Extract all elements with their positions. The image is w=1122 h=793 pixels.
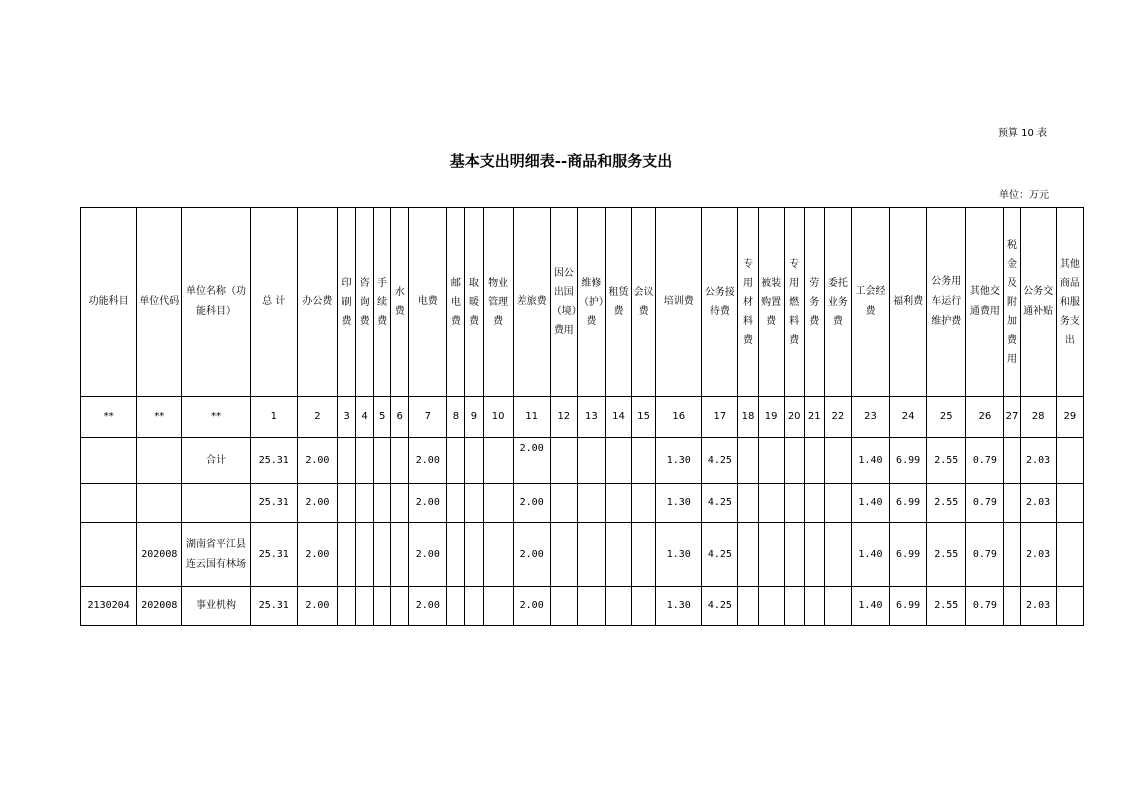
table-cell: 0.79 [966,438,1004,484]
table-cell [1056,438,1083,484]
table-cell: 2.03 [1020,438,1056,484]
table-cell [338,484,356,523]
table-cell [738,523,758,587]
table-cell [1004,523,1020,587]
table-cell: 25.31 [250,484,297,523]
index-cell: 29 [1056,397,1083,438]
table-cell: 1.40 [851,587,889,626]
table-cell: 2.55 [927,484,966,523]
header-special-material: 专用材料费 [738,208,758,397]
page-title: 基本支出明细表--商品和服务支出 [449,152,673,170]
table-cell [356,438,374,484]
table-cell [338,587,356,626]
table-cell [374,484,391,523]
table-cell: 1.40 [851,438,889,484]
index-cell: 11 [513,397,550,438]
table-cell: 202008 [137,523,182,587]
table-cell: 4.25 [702,438,738,484]
table-cell: 2.55 [927,438,966,484]
table-cell: 202008 [137,587,182,626]
table-cell: 1.40 [851,484,889,523]
table-cell [483,484,513,523]
table-cell [632,484,656,523]
table-cell [137,484,182,523]
header-consulting: 咨询费 [356,208,374,397]
index-cell: 17 [702,397,738,438]
table-cell [824,587,851,626]
table-cell: 6.99 [890,587,927,626]
index-cell: 24 [890,397,927,438]
table-cell [483,438,513,484]
index-cell: 7 [409,397,447,438]
table-cell: 2.00 [297,587,337,626]
index-cell: 22 [824,397,851,438]
header-handling-fee: 手续费 [374,208,391,397]
table-cell [338,438,356,484]
header-function-subject: 功能科目 [81,208,137,397]
table-cell: 2.00 [297,438,337,484]
table-cell [374,587,391,626]
header-transport-subsidy: 公务交通补贴 [1020,208,1056,397]
table-cell [758,587,784,626]
table-cell [465,438,483,484]
table-cell: 2.55 [927,523,966,587]
header-maintenance: 维修（护）费 [577,208,605,397]
table-cell [738,587,758,626]
table-cell: 1.40 [851,523,889,587]
index-cell: 20 [784,397,804,438]
table-cell: 事业机构 [182,587,250,626]
table-cell [550,587,577,626]
header-welfare: 福利费 [890,208,927,397]
table-cell: 25.31 [250,438,297,484]
header-rental: 租赁费 [605,208,631,397]
table-cell [182,484,250,523]
index-cell: 16 [656,397,702,438]
table-cell [605,484,631,523]
header-office: 办公费 [297,208,337,397]
table-cell: 6.99 [890,484,927,523]
table-cell [824,438,851,484]
table-cell [824,484,851,523]
index-cell: 8 [447,397,465,438]
table-cell: 2.00 [409,523,447,587]
table-cell: 25.31 [250,523,297,587]
header-uniform: 被装购置费 [758,208,784,397]
header-travel: 差旅费 [513,208,550,397]
expense-detail-table [80,207,1084,626]
index-cell: 21 [804,397,824,438]
header-heating: 取暖费 [465,208,483,397]
table-cell [391,523,409,587]
table-cell [465,523,483,587]
table-cell [81,523,137,587]
table-row [81,523,1084,587]
table-cell [758,484,784,523]
index-cell: 18 [738,397,758,438]
table-cell: 2.55 [927,587,966,626]
header-unit-code: 单位代码 [137,208,182,397]
table-cell [374,438,391,484]
table-cell [632,438,656,484]
index-cell: 13 [577,397,605,438]
table-cell [137,438,182,484]
table-cell [605,587,631,626]
unit-label: 单位：万元 [999,190,1049,201]
index-cell: 1 [250,397,297,438]
table-cell [1056,484,1083,523]
index-cell: 27 [1004,397,1020,438]
table-cell [391,587,409,626]
header-unit-name: 单位名称（功能科目） [182,208,250,397]
table-cell: 1.30 [656,587,702,626]
index-cell: 14 [605,397,631,438]
table-cell [804,523,824,587]
table-cell [784,587,804,626]
header-printing: 印刷费 [338,208,356,397]
table-cell: 2.03 [1020,484,1056,523]
header-reception: 公务接待费 [702,208,738,397]
table-cell [1004,484,1020,523]
table-cell [465,484,483,523]
table-cell [447,438,465,484]
table-cell: 湖南省平江县连云国有林场 [182,523,250,587]
index-cell: 3 [338,397,356,438]
table-cell: 1.30 [656,438,702,484]
table-cell [738,438,758,484]
table-cell: 0.79 [966,523,1004,587]
table-cell: 2.00 [297,484,337,523]
header-special-fuel: 专用燃料费 [784,208,804,397]
table-cell [632,523,656,587]
table-cell: 2.03 [1020,587,1056,626]
index-cell: 25 [927,397,966,438]
table-row [81,587,1084,626]
table-cell [804,587,824,626]
header-vehicle: 公务用车运行维护费 [927,208,966,397]
index-cell: 12 [550,397,577,438]
index-cell: 26 [966,397,1004,438]
form-number: 预算 10 表 [998,128,1048,139]
table-cell: 2.00 [409,587,447,626]
index-cell: 2 [297,397,337,438]
index-cell: ** [137,397,182,438]
table-cell [391,484,409,523]
table-cell [550,438,577,484]
index-cell: ** [81,397,137,438]
table-cell [81,484,137,523]
table-cell: 6.99 [890,523,927,587]
header-postal: 邮电费 [447,208,465,397]
table-cell: 0.79 [966,587,1004,626]
table-cell [632,587,656,626]
table-cell [391,438,409,484]
table-cell [356,484,374,523]
table-cell: 2.00 [409,484,447,523]
table-cell [758,523,784,587]
header-overseas: 因公出国（境）费用 [550,208,577,397]
table-cell: 2.00 [409,438,447,484]
table-cell: 4.25 [702,484,738,523]
table-cell [824,523,851,587]
header-other-transport: 其他交通费用 [966,208,1004,397]
header-labor: 劳务费 [804,208,824,397]
header-other-goods: 其他商品和服务支出 [1056,208,1083,397]
table-cell [738,484,758,523]
table-cell: 1.30 [656,484,702,523]
table-cell [550,523,577,587]
table-cell [81,438,137,484]
table-cell: 2.03 [1020,523,1056,587]
table-cell [483,587,513,626]
table-cell [804,484,824,523]
table-cell [605,523,631,587]
index-cell: 28 [1020,397,1056,438]
table-row [81,438,1084,484]
table-cell [1004,438,1020,484]
index-cell: 15 [632,397,656,438]
table-cell: 1.30 [656,523,702,587]
header-commission: 委托业务费 [824,208,851,397]
header-row [81,208,1084,397]
table-cell: 25.31 [250,587,297,626]
table-cell: 4.25 [702,523,738,587]
table-cell [356,523,374,587]
header-training: 培训费 [656,208,702,397]
index-cell: 19 [758,397,784,438]
table-cell [447,587,465,626]
index-cell: 10 [483,397,513,438]
header-total: 总 计 [250,208,297,397]
index-cell: 5 [374,397,391,438]
index-cell: 6 [391,397,409,438]
table-cell [338,523,356,587]
table-cell [550,484,577,523]
table-cell [374,523,391,587]
table-cell [1056,587,1083,626]
table-cell [784,484,804,523]
table-cell: 2.00 [513,523,550,587]
index-cell: 4 [356,397,374,438]
table-cell: 2.00 [513,484,550,523]
index-cell: 23 [851,397,889,438]
table-cell [465,587,483,626]
table-cell: 0.79 [966,484,1004,523]
table-cell [804,438,824,484]
header-property-mgmt: 物业管理费 [483,208,513,397]
table-cell [1056,523,1083,587]
table-cell [758,438,784,484]
table-cell: 4.25 [702,587,738,626]
header-union: 工会经费 [851,208,889,397]
table-cell [784,438,804,484]
table-cell: 2.00 [513,587,550,626]
table-cell [447,484,465,523]
index-row [81,397,1084,438]
table-cell [356,587,374,626]
table-cell [577,587,605,626]
table-cell [784,523,804,587]
header-tax: 税金及附加费用 [1004,208,1020,397]
table-cell: 2.00 [513,438,550,484]
table-cell: 6.99 [890,438,927,484]
table-cell [483,523,513,587]
table-cell [577,523,605,587]
table-cell: 2.00 [297,523,337,587]
table-cell [605,438,631,484]
table-cell [577,438,605,484]
index-cell: ** [182,397,250,438]
header-electricity: 电费 [409,208,447,397]
table-row [81,484,1084,523]
table-cell: 合计 [182,438,250,484]
table-cell [577,484,605,523]
header-meeting: 会议费 [632,208,656,397]
table-cell [1004,587,1020,626]
table-cell [447,523,465,587]
index-cell: 9 [465,397,483,438]
table-cell: 2130204 [81,587,137,626]
header-water: 水费 [391,208,409,397]
